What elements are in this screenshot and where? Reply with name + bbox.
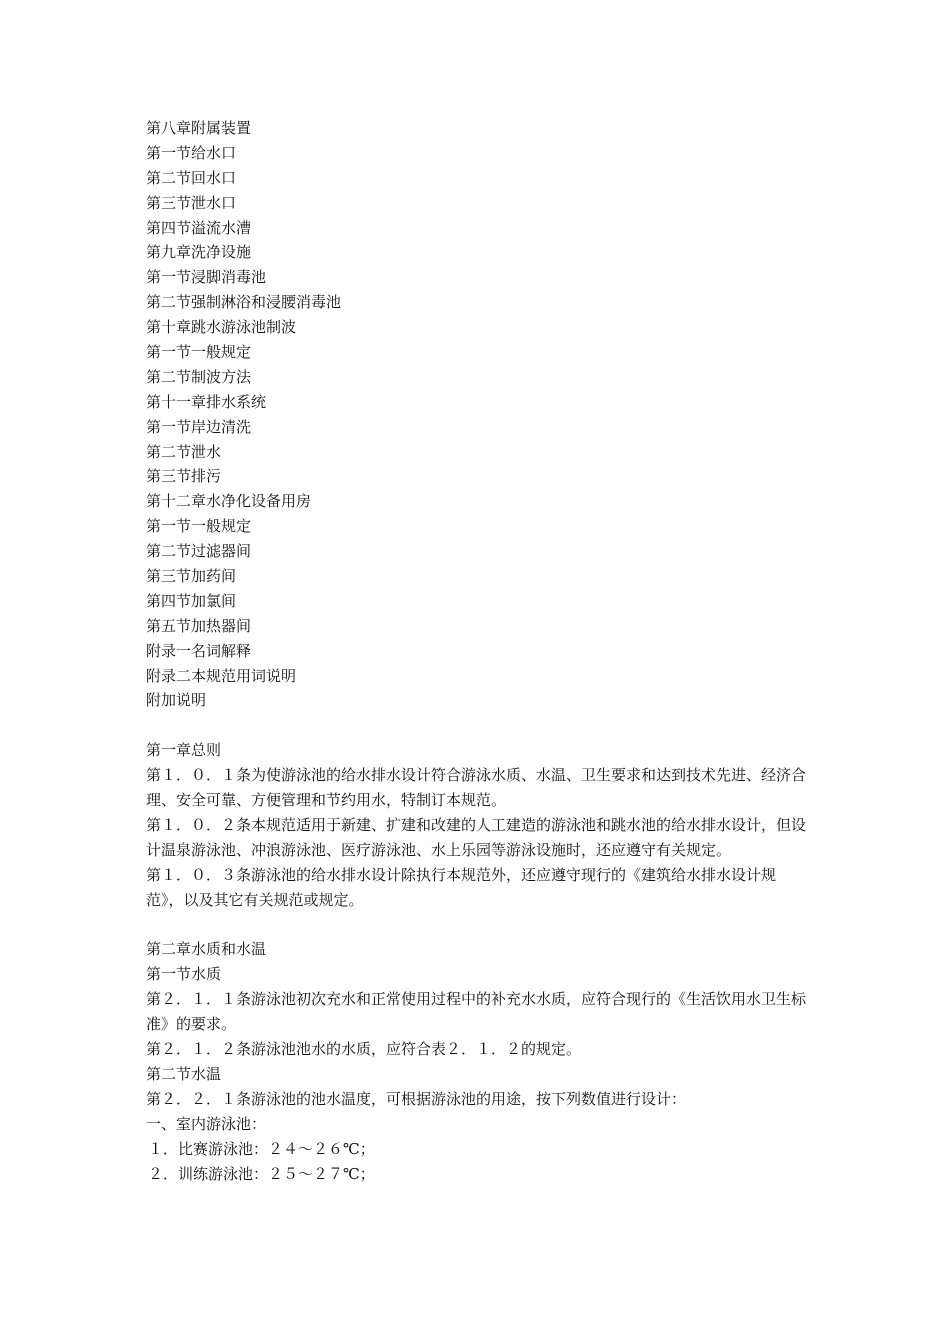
- chapter-title: 第二章水质和水温: [146, 940, 267, 959]
- toc-entry: 第三节加药间: [146, 567, 237, 586]
- toc-entry: 第九章洗净设施: [146, 243, 252, 262]
- chapter-1: [146, 738, 810, 912]
- list-item: １．比赛游泳池：２４～２６℃；: [148, 1139, 375, 1158]
- toc-entry: 第一节岸边清洗: [146, 417, 252, 436]
- toc-entry: 第四节溢流水漕: [146, 218, 252, 237]
- section-title: 第一节水质: [146, 965, 222, 984]
- table-of-contents: [146, 116, 810, 713]
- toc-entry: 第十一章排水系统: [146, 392, 267, 411]
- toc-entry: 第一节一般规定: [146, 517, 252, 536]
- document-page: [146, 116, 810, 1186]
- toc-entry: 第五节加热器间: [146, 616, 252, 635]
- chapter-2: [146, 937, 810, 1186]
- toc-entry: 第十章跳水游泳池制波: [146, 318, 297, 337]
- toc-entry: 第四节加氯间: [146, 591, 237, 610]
- section-title: 第二节水温: [146, 1064, 222, 1083]
- clause-paragraph: 第１．０．２条本规范适用于新建、扩建和改建的人工建造的游泳池和跳水池的给水排水设计，但设计温泉游泳池、冲浪游泳池、医疗游泳池、水上乐园等游泳设施时，还应遵守有关规定。: [146, 815, 807, 859]
- clause-paragraph: 第１．０．３条游泳池的给水排水设计除执行本规范外，还应遵守现行的《建筑给水排水设计规范》，以及其它有关规范或规定。: [146, 865, 777, 909]
- spacer: [146, 913, 810, 938]
- clause-paragraph: 第２．１．２条游泳池池水的水质，应符合表２．１．２的规定。: [146, 1040, 582, 1059]
- toc-entry: 第二节回水口: [146, 168, 237, 187]
- toc-entry: 第二节强制淋浴和浸腰消毒池: [146, 293, 342, 312]
- toc-entry: 附加说明: [146, 691, 207, 710]
- toc-entry: 第一节浸脚消毒池: [146, 268, 267, 287]
- toc-entry: 第三节排污: [146, 467, 222, 486]
- toc-entry: 第二节制波方法: [146, 367, 252, 386]
- clause-paragraph: 第１．０．１条为使游泳池的给水排水设计符合游泳水质、水温、卫生要求和达到技术先进、经济合理、安全可靠、方便管理和节约用水，特制订本规范。: [146, 766, 807, 810]
- toc-entry: 第二节泄水: [146, 442, 222, 461]
- list-heading: 一、室内游泳池：: [146, 1114, 267, 1133]
- clause-paragraph: 第２．２．１条游泳池的池水温度，可根据游泳池的用途，按下列数值进行设计：: [146, 1089, 687, 1108]
- list-item: ２．训练游泳池：２５～２７℃；: [148, 1164, 375, 1183]
- toc-entry: 第一节一般规定: [146, 343, 252, 362]
- toc-entry: 第一节给水口: [146, 143, 237, 162]
- toc-entry: 第二节过滤器间: [146, 542, 252, 561]
- toc-entry: 第十二章水净化设备用房: [146, 492, 312, 511]
- toc-entry: 附录一名词解释: [146, 641, 252, 660]
- spacer: [146, 713, 810, 738]
- clause-paragraph: 第２．１．１条游泳池初次充水和正常使用过程中的补充水水质，应符合现行的《生活饮用水卫生标准》的要求。: [146, 990, 807, 1034]
- toc-entry: 第八章附属装置: [146, 119, 252, 137]
- toc-entry: 附录二本规范用词说明: [146, 666, 297, 685]
- toc-entry: 第三节泄水口: [146, 193, 237, 212]
- chapter-title: 第一章总则: [146, 741, 222, 760]
